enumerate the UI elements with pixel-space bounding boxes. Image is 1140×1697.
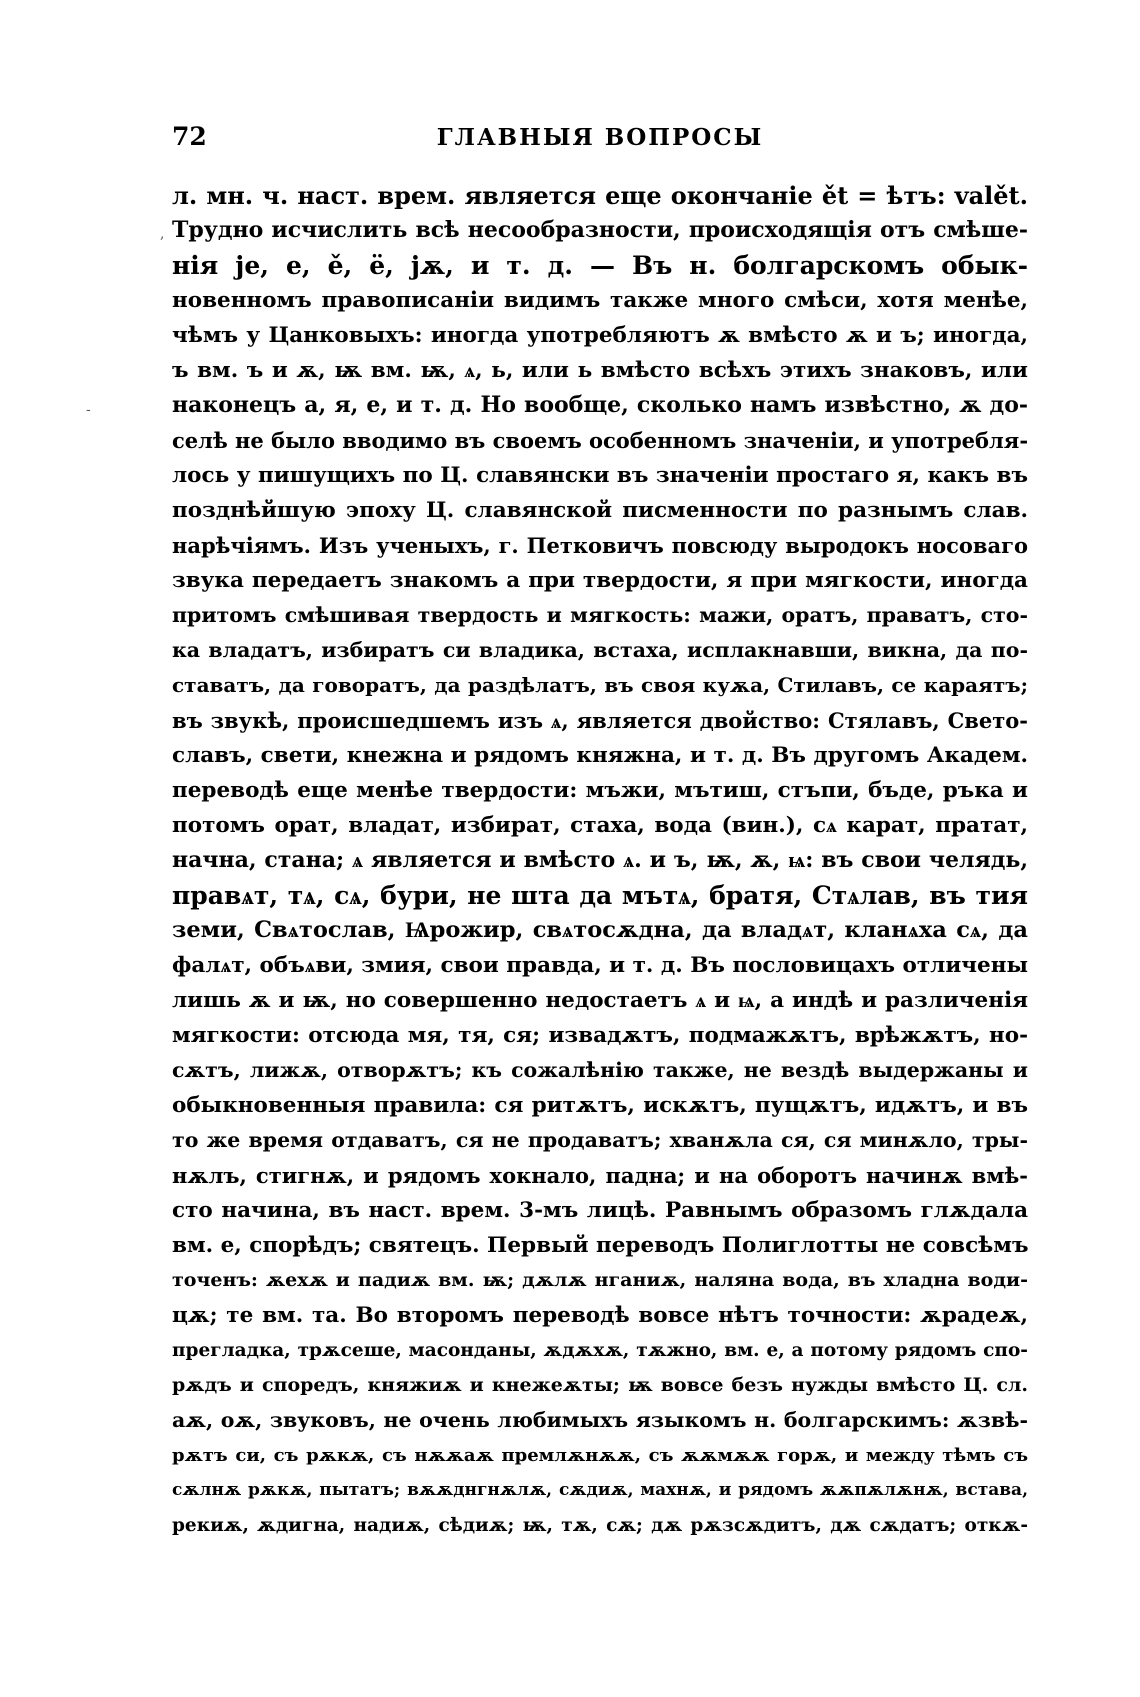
text-line: то же время отдаватъ, ся не продаватъ; хванѫла ся, ся минѫло, тры- xyxy=(172,1128,1028,1152)
running-title: ГЛАВНЫЯ ВОПРОСЫ xyxy=(436,124,764,151)
margin-dash: - xyxy=(86,402,91,418)
text-line: нарѣчіямъ. Изъ ученыхъ, г. Петковичъ повсюду выродокъ носоваго xyxy=(172,533,1028,558)
text-line: аѫ, оѫ, звуковъ, не очень любимыхъ языкомъ н. болгарскимъ: ѫзвѣ- xyxy=(172,1408,1028,1432)
text-line: обыкновенныя правила: ся ритѫтъ, искѫтъ, пущѫтъ, идѫтъ, и въ xyxy=(172,1093,1028,1118)
text-line: славъ, свети, кнежна и рядомъ княжна, и т. д. Въ другомъ Академ. xyxy=(172,743,1028,768)
text-line: нія je, e, ě, ё, jѫ, и т. д. — Въ н. болгарскомъ обык- xyxy=(172,251,1028,280)
text-line: прегладка, трѫсеше, масонданы, ѫдѫхѫ, тѫжно, вм. е, а потому рядомъ спо- xyxy=(172,1340,1028,1361)
text-line: начна, стана; ѧ является и вмѣсто ѧ. и ъ, ѭ, ѫ, ѩ: въ свои челядь, xyxy=(172,847,1028,873)
margin-speck: , xyxy=(160,226,165,242)
text-line: мягкости: отсюда мя, тя, ся; извадѫтъ, подмажѫтъ, врѣжѫтъ, но- xyxy=(172,1023,1028,1048)
text-line: селѣ не было вводимо въ своемъ особенномъ значеніи, и употребля- xyxy=(172,428,1028,453)
text-line: сѫтъ, лижѫ, отворѫтъ; къ сожалѣнію также, не вездѣ выдержаны и xyxy=(172,1058,1028,1082)
text-line: рѫдъ и споредъ, княжиѫ и кнежеѫты; ѭ вовсе безъ нужды вмѣсто Ц. сл. xyxy=(172,1374,1028,1396)
text-line: потомъ орат, владат, избират, стаха, вода (вин.), сѧ карат, пратат, xyxy=(172,813,1028,838)
text-line: ставатъ, да говоратъ, да раздѣлатъ, въ своя куѫа, Стилавъ, се караятъ; xyxy=(172,673,1028,697)
text-line: звука передаетъ знакомъ а при твердости, я при мягкости, иногда xyxy=(172,568,1028,593)
text-line: лишь ѫ и ѭ, но совершенно недостаетъ ѧ и ѩ, а индѣ и различенія xyxy=(172,988,1028,1013)
text-line: нѫлъ, стигнѫ, и рядомъ хокнало, падна; и на оборотъ начинѫ вмѣ- xyxy=(172,1163,1028,1188)
page-header xyxy=(172,122,1028,156)
body-text xyxy=(172,178,1028,1543)
text-line: сто начина, въ наст. врем. 3-мъ лицѣ. Равнымъ образомъ глѫдала xyxy=(172,1198,1028,1223)
text-line: притомъ смѣшивая твердость и мягкость: мажи, оратъ, праватъ, сто- xyxy=(172,603,1028,627)
text-line: вм. е, спорѣдъ; святецъ. Первый переводъ Полиглотты не совсѣмъ xyxy=(172,1233,1028,1258)
text-line: въ звукѣ, происшедшемъ изъ ѧ, является двойство: Стялавъ, Свето- xyxy=(172,708,1028,733)
text-line: фалѧт, объѧви, змия, свои правда, и т. д. Въ пословицахъ отличены xyxy=(172,953,1028,978)
text-line: новенномъ правописаніи видимъ также много смѣси, хотя менѣе, xyxy=(172,288,1028,313)
text-line: Трудно исчислить всѣ несообразности, происходящія отъ смѣше- xyxy=(172,217,1028,243)
text-line: лось у пишущихъ по Ц. славянски въ значеніи простаго я, какъ въ xyxy=(172,463,1028,488)
text-line: правѧт, тѧ, сѧ, бури, не шта да мътѧ, братя, Стѧлав, въ тия xyxy=(172,881,1028,910)
text-line: рекиѫ, ѫдигна, надиѫ, сѣдиѫ; ѭ, тѫ, сѫ; дѫ рѫзсѫдитъ, дѫ сѫдатъ; откѫ- xyxy=(172,1515,1028,1536)
text-line: переводѣ еще менѣе твердости: мъжи, мътиш, стъпи, бъде, ръка и xyxy=(172,778,1028,803)
text-line: ъ вм. ъ и ѫ, ѭ вм. ѭ, ѧ, ь, или ь вмѣсто всѣхъ этихъ знаковъ, или xyxy=(172,358,1028,383)
text-line: позднѣйшую эпоху Ц. славянской писменности по разнымъ слав. xyxy=(172,498,1028,523)
text-line: чѣмъ у Цанковыхъ: иногда употребляютъ ѫ вмѣсто ѫ и ъ; иногда, xyxy=(172,323,1028,348)
text-line: ка владатъ, избиратъ си владика, встаха, исплакнавши, викна, да по- xyxy=(172,638,1028,662)
text-line: наконецъ а, я, е, и т. д. Но вообще, сколько намъ извѣстно, ѫ до- xyxy=(172,392,1028,418)
text-line: рѫтъ си, съ рѫкѫ, съ нѫѫаѫ премлѫнѫѫ, съ ѫѫмѫѫ горѫ, и между тѣмъ съ xyxy=(172,1445,1028,1466)
text-line: л. мн. ч. наст. врем. является еще окончаніе ět = ѣтъ: valět. xyxy=(172,181,1028,210)
page-number: 72 xyxy=(172,122,207,151)
text-line: земи, Свѧтослав, Ѩрожир, свѧтосѫдна, да владѧт, кланѧха сѧ, да xyxy=(172,917,1028,943)
text-line: сѫлнѫ рѫкѫ, пытатъ; вѫѫднгнѫлѫ, сѫдиѫ, махнѫ, и рядомъ ѫѫпѫлѫнѫ, встава, xyxy=(172,1480,1028,1500)
text-line: точенъ: ѫехѫ и падиѫ вм. ѭ; дѫлѫ нганиѫ, наляна вода, въ хладна води- xyxy=(172,1269,1028,1291)
text-line: цѫ; те вм. та. Во второмъ переводѣ вовсе нѣтъ точности: ѫрадеѫ, xyxy=(172,1303,1028,1328)
